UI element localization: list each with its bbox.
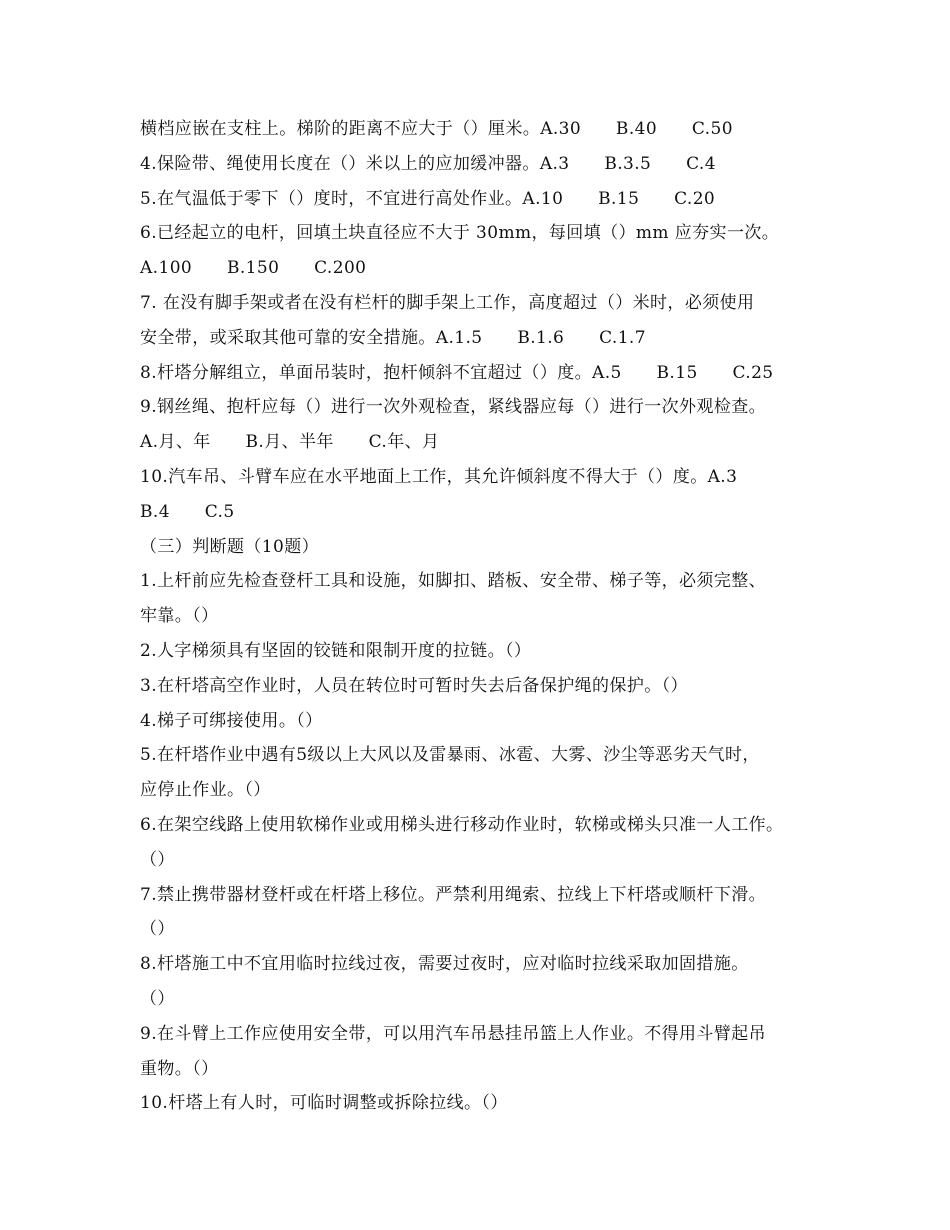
tf-question-6-continuation: （） <box>140 849 175 870</box>
question-10-line: 10.汽车吊、斗臂车应在水平地面上工作，其允许倾斜度不得大于（）度。A.3 <box>140 466 738 487</box>
tf-question-8-line: 8.杆塔施工中不宜用临时拉线过夜，需要过夜时，应对临时拉线采取加固措施。 <box>140 954 749 975</box>
tf-question-2-line: 2.人字梯须具有坚固的铰链和限制开度的拉链。（） <box>140 640 532 661</box>
section-heading-true-false: （三）判断题（10题） <box>140 536 320 557</box>
question-7-line: 7. 在没有脚手架或者在没有栏杆的脚手架上工作，高度超过（）米时，必须使用 <box>140 292 755 313</box>
question-5-line: 5.在气温低于零下（）度时，不宜进行高处作业。A.10 B.15 C.20 <box>140 188 716 209</box>
question-7-options-line: 安全带，或采取其他可靠的安全措施。A.1.5 B.1.6 C.1.7 <box>140 327 646 348</box>
question-9-line: 9.钢丝绳、抱杆应每（）进行一次外观检查，紧线器应每（）进行一次外观检查。 <box>140 397 767 418</box>
question-6-line: 6.已经起立的电杆，回填土块直径应不大于 30mm，每回填（）mm 应夯实一次。 <box>140 223 780 244</box>
tf-question-4-line: 4.梯子可绑接使用。（） <box>140 710 323 731</box>
tf-question-5-continuation: 应停止作业。（） <box>140 780 271 801</box>
tf-question-8-continuation: （） <box>140 988 175 1009</box>
tf-question-6-line: 6.在架空线路上使用软梯作业或用梯头进行移动作业时，软梯或梯头只准一人工作。 <box>140 814 784 835</box>
question-4-line: 4.保险带、绳使用长度在（）米以上的应加缓冲器。A.3 B.3.5 C.4 <box>140 153 716 174</box>
tf-question-1-continuation: 牢靠。（） <box>140 606 219 627</box>
tf-question-9-continuation: 重物。（） <box>140 1058 219 1079</box>
tf-question-7-line: 7.禁止携带器材登杆或在杆塔上移位。严禁利用绳索、拉线上下杆塔或顺杆下滑。 <box>140 884 767 905</box>
question-9-options-line: A.月、年 B.月、半年 C.年、月 <box>140 432 440 453</box>
question-3-options-line: 横档应嵌在支柱上。梯阶的距离不应大于（）厘米。A.30 B.40 C.50 <box>140 119 733 139</box>
tf-question-5-line: 5.在杆塔作业中遇有5级以上大风以及雷暴雨、冰雹、大雾、沙尘等恶劣天气时， <box>140 745 760 766</box>
question-10-options-line: B.4 C.5 <box>140 501 235 522</box>
tf-question-10-line: 10.杆塔上有人时，可临时调整或拆除拉线。（） <box>140 1093 508 1114</box>
question-6-options-line: A.100 B.150 C.200 <box>140 258 367 279</box>
tf-question-7-continuation: （） <box>140 919 175 940</box>
tf-question-9-line: 9.在斗臂上工作应使用安全带，可以用汽车吊悬挂吊篮上人作业。不得用斗臂起吊 <box>140 1023 767 1044</box>
tf-question-3-line: 3.在杆塔高空作业时，人员在转位时可暂时失去后备保护绳的保护。（） <box>140 675 688 696</box>
tf-question-1-line: 1.上杆前应先检查登杆工具和设施，如脚扣、踏板、安全带、梯子等，必须完整、 <box>140 571 767 592</box>
question-8-line: 8.杆塔分解组立，单面吊装时，抱杆倾斜不宜超过（）度。A.5 B.15 C.25 <box>140 362 774 383</box>
